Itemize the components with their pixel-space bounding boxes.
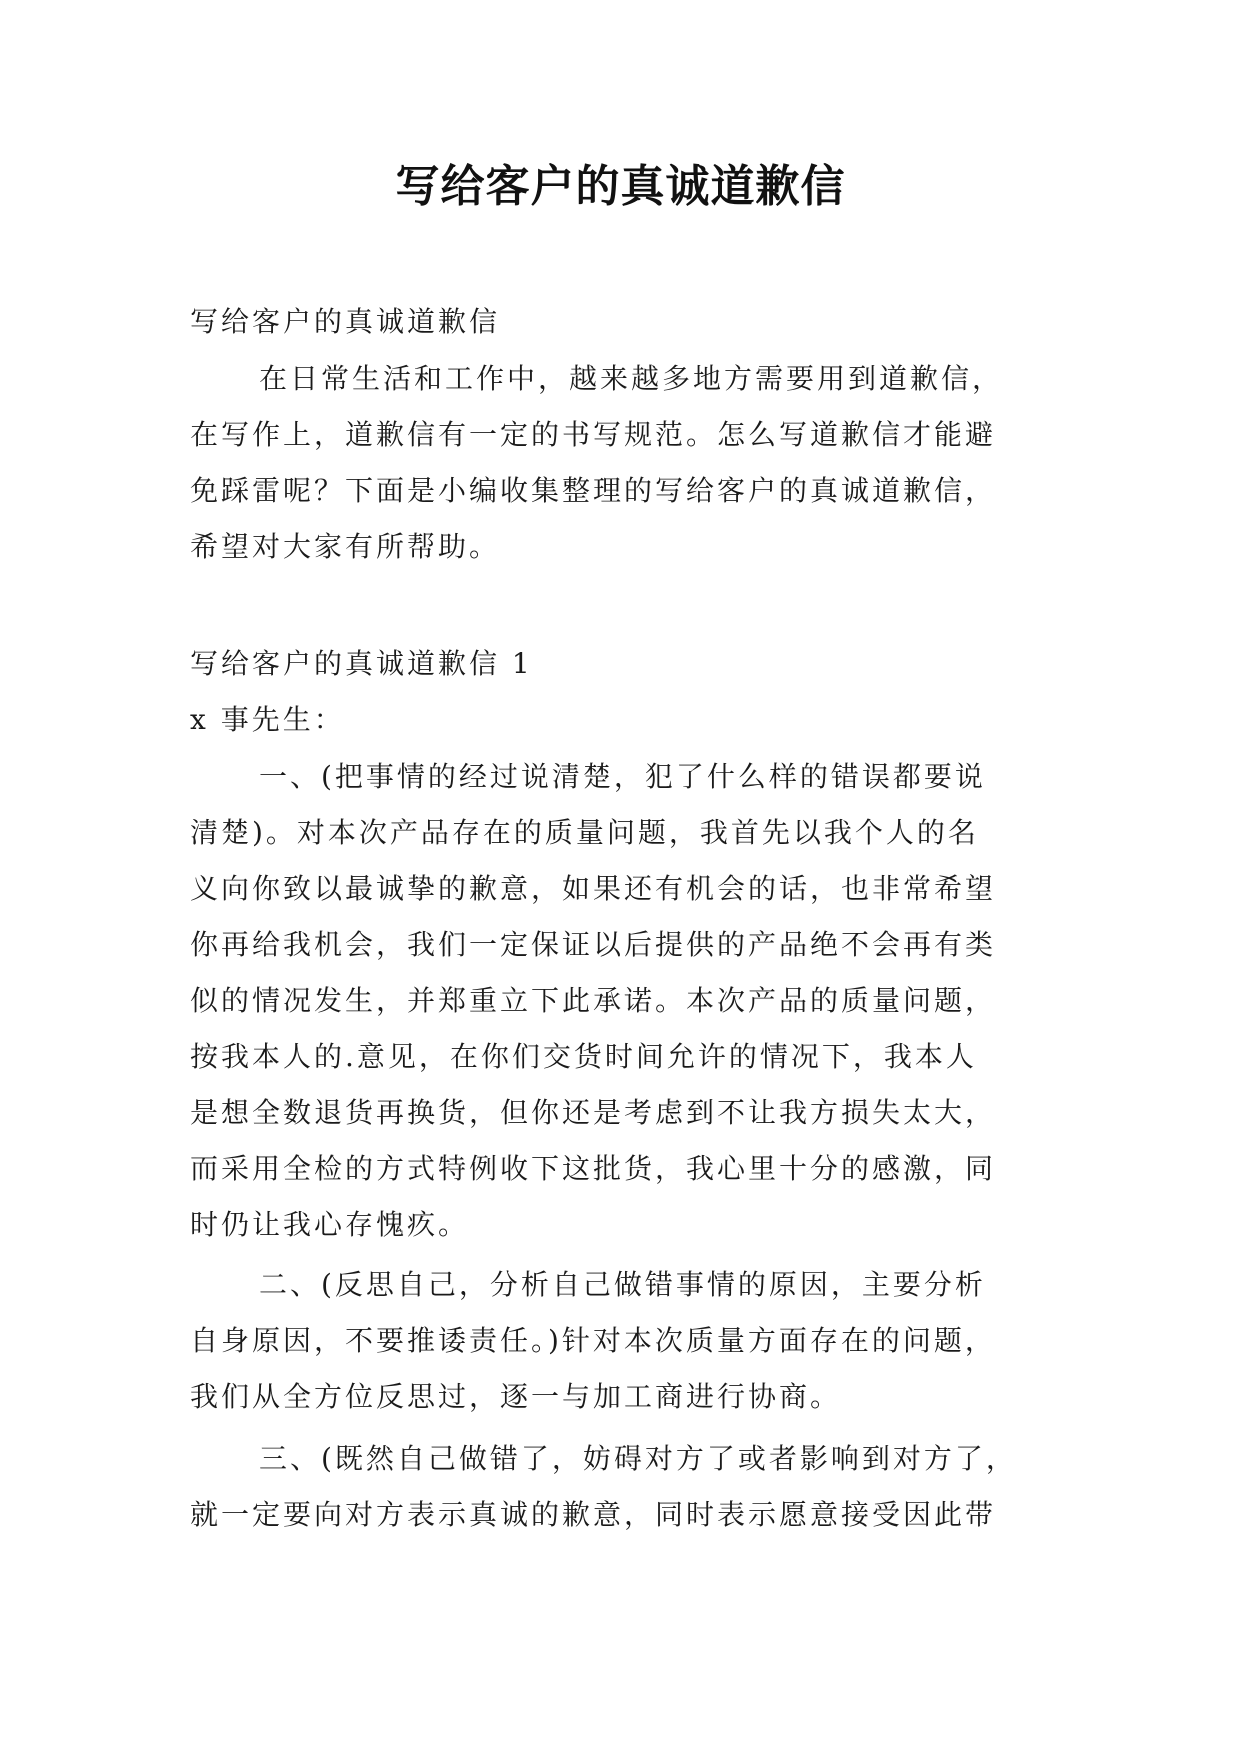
paragraph-line: 而采用全检的方式特例收下这批货，我心里十分的感激，同 xyxy=(190,1152,997,1185)
document-title: 写给客户的真诚道歉信 xyxy=(395,161,846,212)
paragraph-line: 我们从全方位反思过，逐一与加工商进行协商。 xyxy=(190,1380,842,1413)
paragraph-line: 义向你致以最诚挚的歉意，如果还有机会的话，也非常希望 xyxy=(190,872,997,905)
intro-line: 免踩雷呢？下面是小编收集整理的写给客户的真诚道歉信， xyxy=(190,474,997,507)
paragraph-line: 是想全数退货再换货，但你还是考虑到不让我方损失太大， xyxy=(190,1096,997,1129)
section-heading: 写给客户的真诚道歉信 1 xyxy=(190,647,533,680)
subtitle: 写给客户的真诚道歉信 xyxy=(190,305,501,338)
paragraph-line: 就一定要向对方表示真诚的歉意，同时表示愿意接受因此带 xyxy=(190,1498,997,1531)
paragraph-line: 一、(把事情的经过说清楚，犯了什么样的错误都要说 xyxy=(259,760,986,793)
intro-line: 在写作上，道歉信有一定的书写规范。怎么写道歉信才能避 xyxy=(190,418,997,451)
paragraph-line: 二、(反思自己，分析自己做错事情的原因，主要分析 xyxy=(259,1268,986,1301)
intro-line: 希望对大家有所帮助。 xyxy=(190,530,501,563)
paragraph-line: 似的情况发生，并郑重立下此承诺。本次产品的质量问题， xyxy=(190,984,997,1017)
salutation: x 事先生： xyxy=(190,703,345,736)
paragraph-line: 三、(既然自己做错了，妨碍对方了或者影响到对方了， xyxy=(259,1442,1017,1475)
paragraph-line: 自身原因，不要推诿责任。)针对本次质量方面存在的问题， xyxy=(190,1324,996,1357)
intro-line: 在日常生活和工作中，越来越多地方需要用到道歉信， xyxy=(259,362,1004,395)
paragraph-line: 你再给我机会，我们一定保证以后提供的产品绝不会再有类 xyxy=(190,928,997,961)
paragraph-line: 时仍让我心存愧疚。 xyxy=(190,1208,470,1241)
paragraph-line: 清楚)。对本次产品存在的质量问题，我首先以我个人的名 xyxy=(190,816,979,849)
paragraph-line: 按我本人的.意见，在你们交货时间允许的情况下，我本人 xyxy=(190,1040,977,1073)
